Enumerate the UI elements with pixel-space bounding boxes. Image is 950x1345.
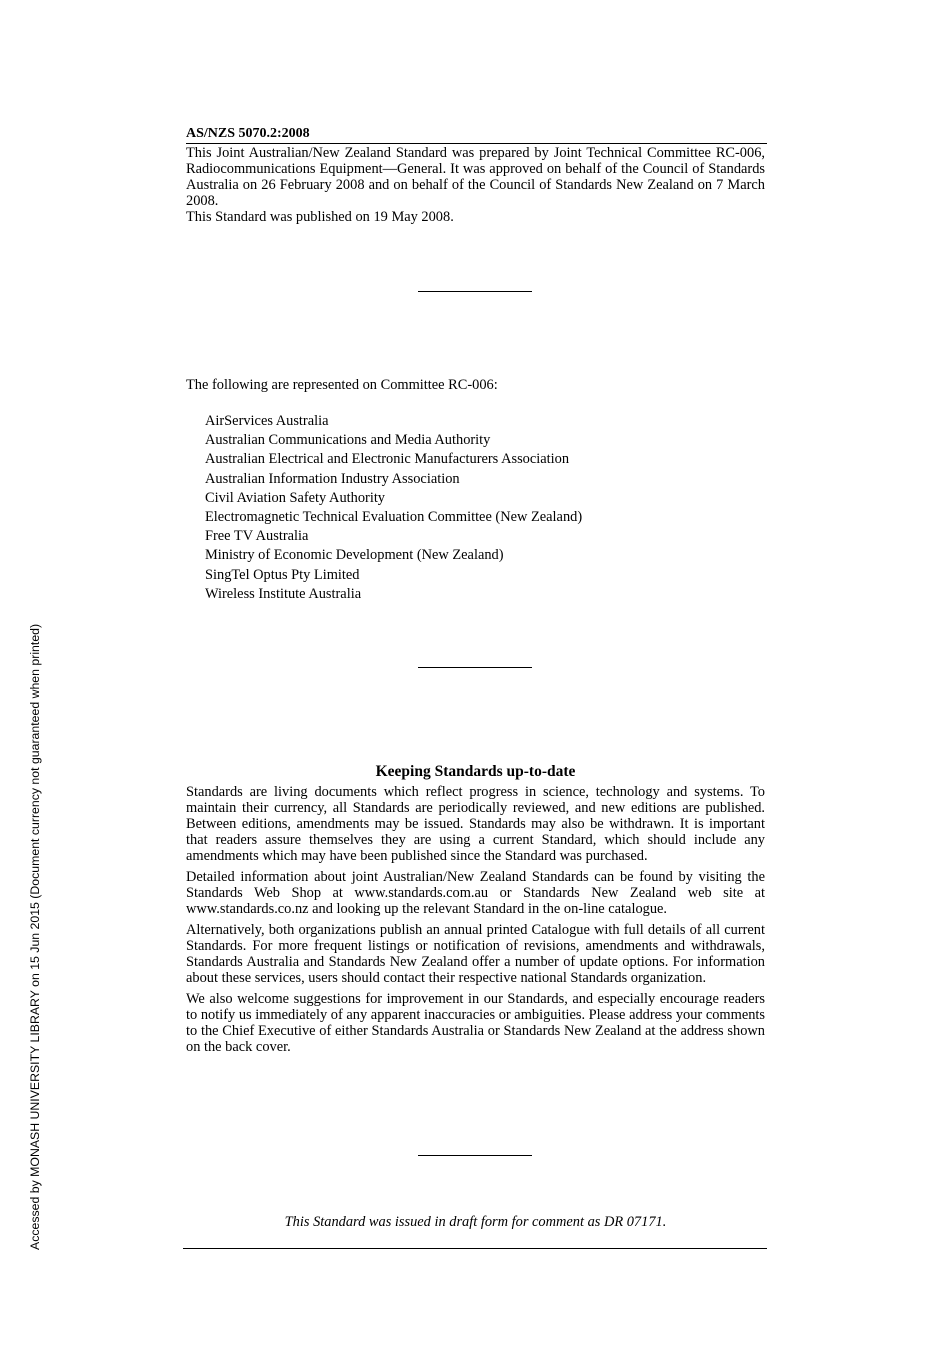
paragraph: Detailed information about joint Australian/New Zealand Standards can be found by visiting the Standards Web Shop at www.standards.com.au or Standards New Zealand web site at www.standards.co.nz and looking up the relevant Standard in the on-line catalogue. xyxy=(186,869,765,917)
section-heading: Keeping Standards up-to-date xyxy=(375,763,576,780)
committee-member: Wireless Institute Australia xyxy=(205,585,362,602)
preparation-statement xyxy=(186,145,765,225)
committee-intro: The following are represented on Committee RC-006: xyxy=(186,377,498,393)
paragraph: We also welcome suggestions for improvement in our Standards, and especially encourage readers to notify us immediately of any apparent inaccuracies or ambiguities. Please address your comments to the Chief Executive of either Standards Australia or Standards New Zealand at the address shown on the back cover. xyxy=(186,991,765,1055)
committee-member: Civil Aviation Safety Authority xyxy=(205,489,386,506)
committee-member: Electromagnetic Technical Evaluation Committee (New Zealand) xyxy=(205,509,583,526)
section-divider-2 xyxy=(418,667,532,668)
draft-note: This Standard was issued in draft form for comment as DR 07171. xyxy=(284,1214,667,1230)
committee-member: SingTel Optus Pty Limited xyxy=(205,566,360,583)
section-divider-1 xyxy=(418,291,532,292)
approval-text: This Joint Australian/New Zealand Standard was prepared by Joint Technical Committee RC-006, Radiocommunications Equipment—General. It was approved on behalf of the Council of Standards Australia on 26 February 2008 and on behalf of the Council of Standards New Zealand on 7 March 2008. xyxy=(186,145,765,209)
section-divider-3 xyxy=(418,1155,532,1156)
committee-member: Free TV Australia xyxy=(205,528,309,545)
keeping-standards-body xyxy=(186,784,765,1060)
committee-member: Australian Electrical and Electronic Manufacturers Association xyxy=(205,451,570,468)
committee-member-list xyxy=(205,412,582,604)
committee-member: Australian Information Industry Association xyxy=(205,470,460,487)
committee-member: AirServices Australia xyxy=(205,413,329,429)
footer-rule xyxy=(183,1248,767,1249)
paragraph: Alternatively, both organizations publish an annual printed Catalogue with full details of all current Standards. For more frequent listings or notification of revisions, amendments and withdrawals, Standards Australia and Standards New Zealand offer a number of update options. For information about these services, users should contact their respective national Standards organization. xyxy=(186,922,765,986)
standard-code: AS/NZS 5070.2:2008 xyxy=(186,126,767,144)
paragraph: Standards are living documents which reflect progress in science, technology and systems. To maintain their currency, all Standards are periodically reviewed, and new editions are published. Between editions, amendments may be issued. Standards may also be withdrawn. It is important that readers assure themselves they are using a current Standard, which should include any amendments which may have been published since the Standard was purchased. xyxy=(186,784,765,864)
published-text: This Standard was published on 19 May 2008. xyxy=(186,209,454,225)
access-watermark: Accessed by MONASH UNIVERSITY LIBRARY on 15 Jun 2015 (Document currency not guaranteed when printed) xyxy=(28,623,42,1250)
committee-member: Australian Communications and Media Authority xyxy=(205,432,491,449)
committee-member: Ministry of Economic Development (New Zealand) xyxy=(205,547,504,564)
